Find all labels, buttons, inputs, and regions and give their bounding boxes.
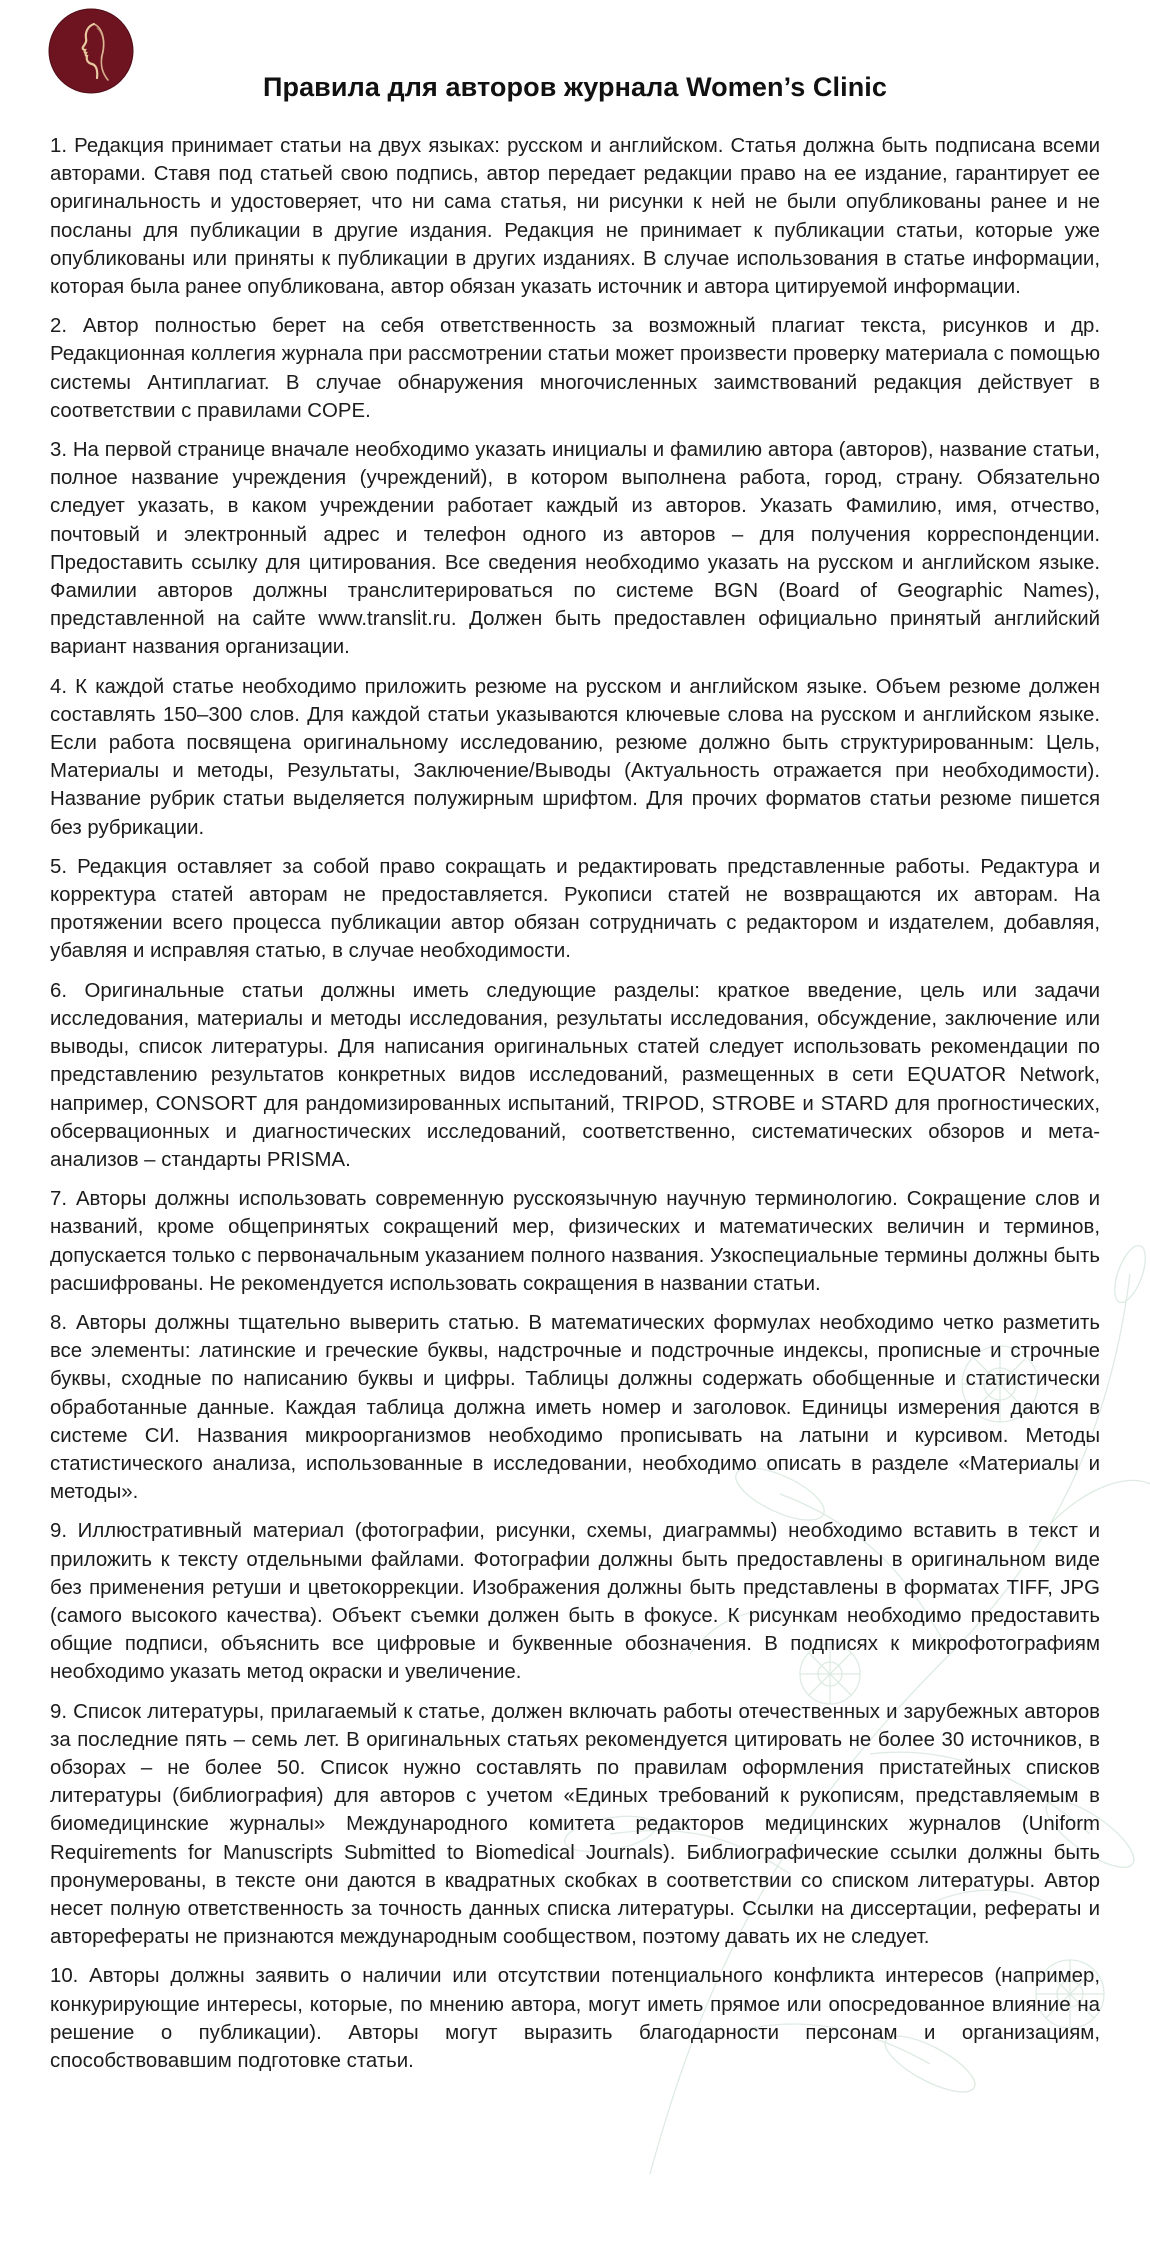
rule-paragraph: 10. Авторы должны заявить о наличии или отсутствии потенциального конфликта интересов (например, конкурирующие интересы, которые, по мнению автора, могут иметь прямое или опосредованное влияние на решение о публикации). Авторы могут выразить благодарности персонам и организациям, способствовавшим подготовке статьи. <box>50 1965 1100 2072</box>
rule-paragraph: 9. Список литературы, прилагаемый к статье, должен включать работы отечественных и зарубежных авторов за последние пять – семь лет. В оригинальных статьях рекомендуется цитировать не более 30 источников, в обзорах – не более 50. Список нужно составлять по правилам оформления пристатейных списков литературы (библиография) для авторов с учетом «Единых требований к рукописям, представляемым в биомедицинские журналы» Международного комитета редакторов медицинских журналов (Uniform Requirements for Manuscripts Submitted to Biomedical Journals). Библиографические ссылки должны быть пронумерованы, в тексте они даются в квадратных скобках в соответствии со списком литературы. Автор несет полную ответственность за точность данных списка литературы. Ссылки на диссертации, рефераты и авторефераты не признаются международным сообществом, поэтому давать их не следует. <box>50 1700 1100 1949</box>
rules-text <box>50 132 1100 2086</box>
page-title: Правила для авторов журнала Women’s Clinic <box>262 72 888 102</box>
rule-paragraph: 6. Оригинальные статьи должны иметь следующие разделы: краткое введение, цель или задачи исследования, материалы и методы исследования, результаты исследования, обсуждение, заключение или выводы, список литературы. Для написания оригинальных статей следует использовать рекомендации по представлению результатов конкретных видов исследований, размещенных в сети EQUATOR Network, например, CONSORT для рандомизированных испытаний, TRIPOD, STROBE и STARD для прогностических, обсервационных и диагностических исследований, соответственно, систематических обзоров и мета-анализов – стандарты PRISMA. <box>50 979 1100 1171</box>
rule-paragraph: 1. Редакция принимает статьи на двух языках: русском и английском. Статья должна быть подписана всеми авторами. Ставя под статьей свою подпись, автор передает редакции право на ее издание, гарантирует ее оригинальность и удостоверяет, что ни сама статья, ни рисунки к ней не были опубликованы ранее и не посланы для публикации в другие издания. Редакция не принимает к публикации статьи, которые уже опубликованы или приняты к публикации в других изданиях. В случае использования в статье информации, которая была ранее опубликована, автор обязан указать источник и автора цитируемой информации. <box>50 135 1100 299</box>
rule-paragraph: 3. На первой странице вначале необходимо указать инициалы и фамилию автора (авторов), название статьи, полное название учреждения (учреждений), в котором выполнена работа, город, страну. Обязательно следует указать, в каком учреждении работает каждый из авторов. Указать Фамилию, имя, отчество, почтовый и электронный адрес и телефон одного из авторов – для получения корреспонденции. Предоставить ссылку для цитирования. Все сведения необходимо указать на русском и английском языке. Фамилии авторов должны транслитерироваться по системе BGN (Board of Geographic Names), представленной на сайте www.translit.ru. Должен быть предоставлен официально принятый английский вариант названия организации. <box>50 439 1100 659</box>
rule-paragraph: 9. Иллюстративный материал (фотографии, рисунки, схемы, диаграммы) необходимо вставить в текст и приложить к тексту отдельными файлами. Фотографии должны быть предоставлены в оригинальном виде без применения ретуши и цветокоррекции. Изображения должны быть представлены в форматах TIFF, JPG (самого высокого качества). Объект съемки должен быть в фокусе. К рисункам необходимо предоставить общие подписи, объяснить все цифровые и буквенные обозначения. В подписях к микрофотографиям необходимо указать метод окраски и увеличение. <box>50 1520 1100 1684</box>
rule-paragraph: 2. Автор полностью берет на себя ответственность за возможный плагиат текста, рисунков и др. Редакционная коллегия журнала при рассмотрении статьи может произвести проверку материала с помощью системы Антиплагиат. В случае обнаружения многочисленных заимствований редакция действует в соответствии с правилами COPE. <box>50 315 1100 422</box>
rule-paragraph: 4. К каждой статье необходимо приложить резюме на русском и английском языке. Объем резюме должен составлять 150–300 слов. Для каждой статьи указываются ключевые слова на русском и английском языке. Если работа посвящена оригинальному исследованию, резюме должно быть структурированным: Цель, Материалы и методы, Результаты, Заключение/Выводы (Актуальность отражается при необходимости). Название рубрик статьи выделяется полужирным шрифтом. Для прочих форматов статьи резюме пишется без рубрикации. <box>50 675 1100 839</box>
rule-paragraph: 7. Авторы должны использовать современную русскоязычную научную терминологию. Сокращение слов и названий, кроме общепринятых сокращений мер, физических и математических величин и терминов, допускается только с первоначальным указанием полного названия. Узкоспециальные термины должны быть расшифрованы. Не рекомендуется использовать сокращения в названии статьи. <box>50 1188 1100 1295</box>
rule-paragraph: 8. Авторы должны тщательно выверить статью. В математических формулах необходимо четко разметить все элементы: латинские и греческие буквы, надстрочные и подстрочные индексы, прописные и строчные буквы, сходные по написанию буквы и цифры. Таблицы должны содержать обобщенные и статистически обработанные данные. Каждая таблица должна иметь номер и заголовок. Единицы измерения даются в системе СИ. Названия микроорганизмов необходимо прописывать на латыни и курсивом. Методы статистического анализа, использованные в исследовании, необходимо описать в разделе «Материалы и методы». <box>50 1311 1100 1504</box>
rule-paragraph: 5. Редакция оставляет за собой право сокращать и редактировать представленные работы. Редактура и корректура статей авторам не предоставляется. Рукописи статей не возвращаются их авторам. На протяжении всего процесса публикации автор обязан сотрудничать с редактором и издателем, добавляя, убавляя и исправляя статью, в случае необходимости. <box>50 855 1100 963</box>
